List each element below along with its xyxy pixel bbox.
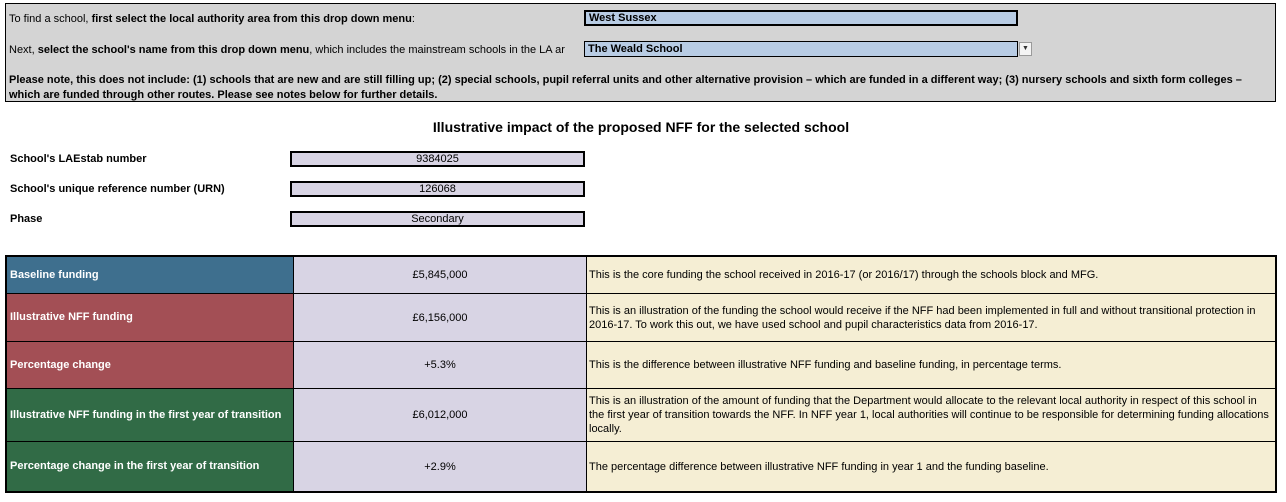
row-description: This is an illustration of the amount of funding that the Department would allocate to the relevant local authority in respect of this school in the first year of transition towards the NFF. In NFF year 1, local authorities will continue to be responsible for determining funding allocations locally. — [587, 389, 1275, 442]
school-instruction-bold: select the school's name from this drop down menu — [37, 44, 310, 56]
page-title: Illustrative impact of the proposed NFF for the selected school — [432, 119, 850, 135]
row-label: Illustrative NFF funding in the first year of transition — [7, 389, 293, 442]
row-value: +2.9% — [293, 442, 587, 491]
row-description: This is the difference between illustrative NFF funding and baseline funding, in percentage terms. — [587, 342, 1275, 389]
phase-value: Secondary — [290, 211, 585, 227]
row-label: Percentage change — [7, 342, 293, 389]
laestab-label: School's LAEstab number — [10, 153, 147, 165]
urn-label: School's unique reference number (URN) — [10, 183, 225, 195]
table-row — [7, 389, 1275, 442]
la-instruction-suffix: : — [411, 13, 415, 25]
la-instruction-bold: first select the local authority area from this drop down menu — [91, 13, 412, 25]
row-value: £6,156,000 — [293, 294, 587, 342]
row-value: £6,012,000 — [293, 389, 587, 442]
la-dropdown[interactable]: West Sussex — [584, 10, 1018, 26]
table-row — [7, 257, 1275, 294]
row-value: +5.3% — [293, 342, 587, 389]
exclusions-note: Please note, this does not include: (1) schools that are new and are still filling up; (2) special schools, pupil referral units and other alternative provision – which are funded in a different way; (3) nursery schools and sixth form colleges – which are funded through other routes. Please see notes below for further details. — [9, 74, 1242, 101]
school-instruction — [9, 44, 585, 56]
funding-table — [5, 255, 1277, 493]
row-label: Baseline funding — [7, 257, 293, 294]
la-instruction-prefix: To find a school, — [9, 13, 92, 25]
school-instruction-prefix: Next, — [9, 44, 38, 56]
row-label: Illustrative NFF funding — [7, 294, 293, 342]
school-instruction-suffix: , which includes the mainstream schools in the LA ar — [309, 44, 565, 56]
row-value: £5,845,000 — [293, 257, 587, 294]
row-description: This is an illustration of the funding the school would receive if the NFF had been implemented in full and without transitional protection in 2016-17. To work this out, we have used school and pupil characteristics data from 2016-17. — [587, 294, 1275, 342]
table-row — [7, 442, 1275, 491]
row-description: The percentage difference between illustrative NFF funding in year 1 and the funding baseline. — [587, 442, 1275, 491]
table-row — [7, 294, 1275, 342]
school-dropdown[interactable]: The Weald School — [584, 41, 1018, 57]
phase-label: Phase — [10, 213, 43, 225]
table-row — [7, 342, 1275, 389]
school-selector-panel — [5, 3, 1276, 102]
laestab-value: 9384025 — [290, 151, 585, 167]
la-instruction — [9, 13, 415, 25]
chevron-down-icon[interactable]: ▼ — [1019, 42, 1032, 56]
row-label: Percentage change in the first year of transition — [7, 442, 293, 491]
urn-value: 126068 — [290, 181, 585, 197]
row-description: This is the core funding the school received in 2016-17 (or 2016/17) through the schools block and MFG. — [587, 257, 1275, 294]
